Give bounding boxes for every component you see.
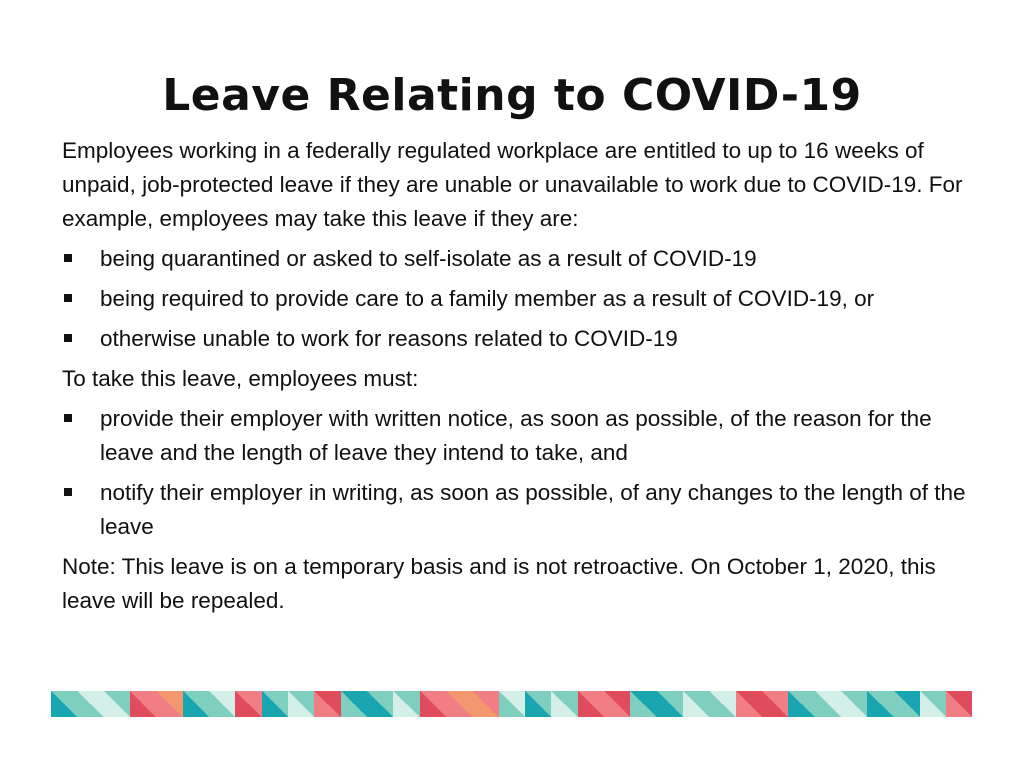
list-item (62, 282, 972, 316)
triangle-tile (841, 691, 867, 717)
triangle-tile (867, 691, 893, 717)
triangle-tile (420, 691, 446, 717)
triangle-tile (525, 691, 551, 717)
triangle-tile (551, 691, 577, 717)
triangle-tile (209, 691, 235, 717)
intro-paragraph: Employees working in a federally regulated workplace are entitled to up to 16 weeks of unpaid, job-protected leave if they are unable or unavailable to work due to COVID-19. For example, employees may take this leave if they are: (62, 138, 963, 231)
list-item-text: being required to provide care to a family member as a result of COVID-19, or (100, 286, 875, 311)
list-item (62, 476, 972, 544)
triangle-tile (393, 691, 419, 717)
triangle-tile (314, 691, 340, 717)
square-bullet-icon (64, 254, 72, 262)
triangle-tile (288, 691, 314, 717)
note-paragraph: Note: This leave is on a temporary basis and is not retroactive. On October 1, 2020, this leave will be repealed. (62, 554, 936, 613)
triangle-tile (341, 691, 367, 717)
square-bullet-icon (64, 334, 72, 342)
triangle-tile (235, 691, 261, 717)
triangle-tile (683, 691, 709, 717)
list-item (62, 242, 972, 276)
square-bullet-icon (64, 414, 72, 422)
list-item (62, 402, 972, 470)
square-bullet-icon (64, 488, 72, 496)
triangle-tile (77, 691, 103, 717)
triangle-tile (51, 691, 77, 717)
triangle-tile (920, 691, 946, 717)
list-item-text: otherwise unable to work for reasons related to COVID-19 (100, 326, 678, 351)
triangle-tile (499, 691, 525, 717)
list-item-text: provide their employer with written notice, as soon as possible, of the reason for the leave and the length of leave they intend to take, and (100, 406, 932, 465)
square-bullet-icon (64, 294, 72, 302)
triangle-tile (604, 691, 630, 717)
triangle-tile (183, 691, 209, 717)
triangle-tile (130, 691, 156, 717)
triangle-tile (367, 691, 393, 717)
slide-body (62, 134, 972, 624)
triangle-tile (894, 691, 920, 717)
reasons-list (62, 242, 972, 356)
triangle-tile (815, 691, 841, 717)
triangle-tile (788, 691, 814, 717)
triangle-tile (630, 691, 656, 717)
triangle-tile (736, 691, 762, 717)
list-item-text: being quarantined or asked to self-isolate as a result of COVID-19 (100, 246, 757, 271)
triangle-tile (104, 691, 130, 717)
list-item-text: notify their employer in writing, as soon as possible, of any changes to the length of the leave (100, 480, 966, 539)
triangle-tile (262, 691, 288, 717)
decorative-triangle-band (51, 691, 973, 717)
triangle-tile (762, 691, 788, 717)
list-item (62, 322, 972, 356)
triangle-tile (156, 691, 182, 717)
triangle-tile (446, 691, 472, 717)
triangle-tile (472, 691, 498, 717)
slide-title: Leave Relating to COVID-19 (162, 70, 862, 121)
triangle-tile (657, 691, 683, 717)
requirements-list (62, 402, 972, 544)
triangle-tile (946, 691, 972, 717)
triangle-tile (709, 691, 735, 717)
triangle-tile (578, 691, 604, 717)
requirements-intro: To take this leave, employees must: (62, 366, 419, 391)
